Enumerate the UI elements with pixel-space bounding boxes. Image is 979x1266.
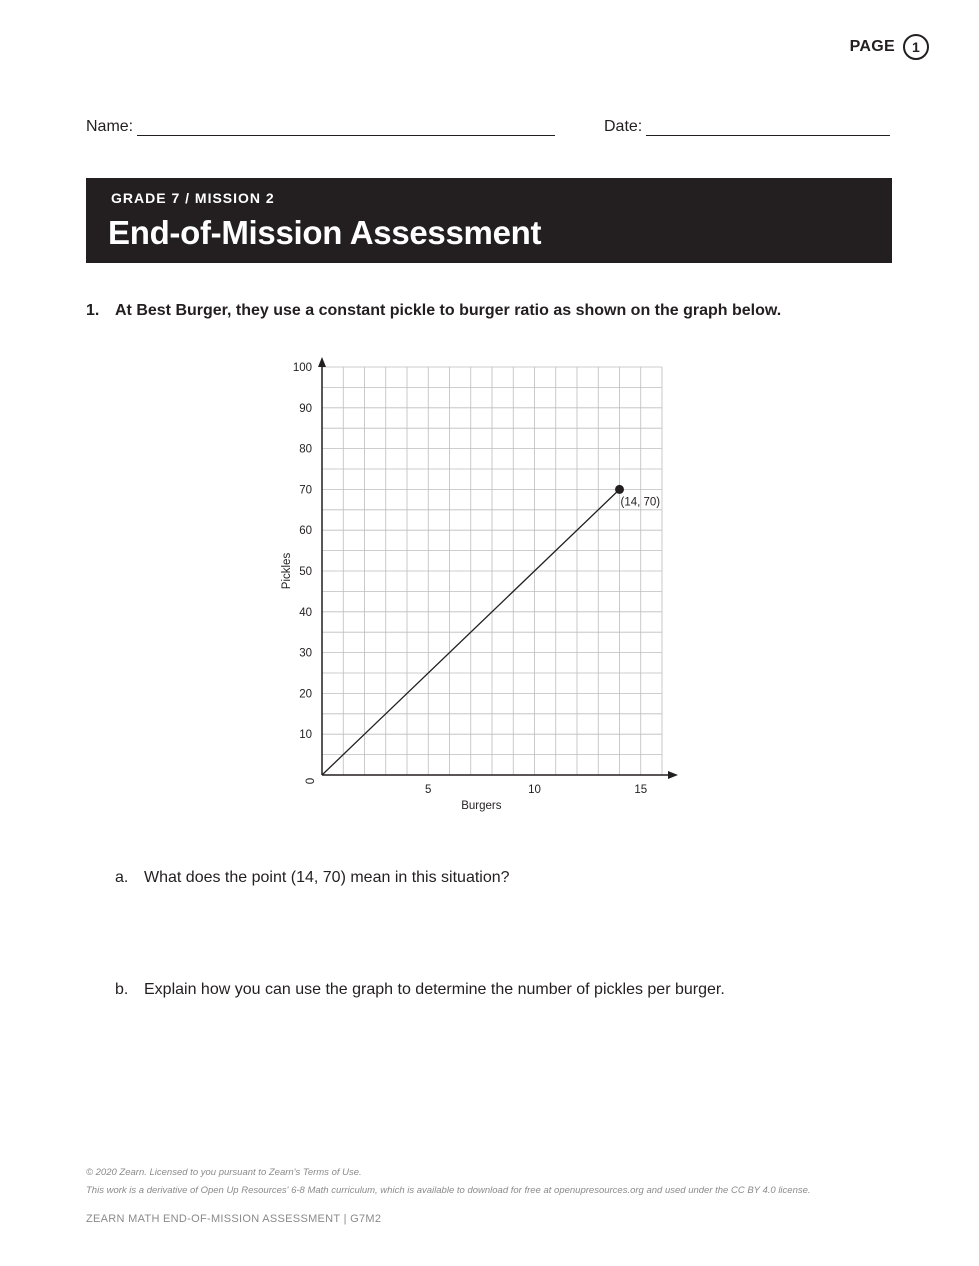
- question-1: [86, 302, 781, 320]
- y-tick-label: 80: [299, 443, 312, 456]
- x-axis-arrow: [668, 771, 678, 779]
- page-indicator: [850, 34, 929, 60]
- y-tick-label: 60: [299, 525, 312, 538]
- name-field: [86, 118, 555, 136]
- footer-document-id: ZEARN MATH END-OF-MISSION ASSESSMENT | G7M2: [86, 1213, 382, 1225]
- y-tick-label: 20: [299, 688, 312, 701]
- sub-question-letter: b.: [115, 981, 129, 998]
- page-label: PAGE: [849, 38, 895, 55]
- banner-title: End-of-Mission Assessment: [108, 214, 542, 251]
- y-tick-label: 10: [299, 729, 312, 742]
- banner-subtitle: GRADE 7 / MISSION 2: [111, 190, 275, 206]
- y-tick-label: 50: [299, 566, 312, 578]
- name-input-line[interactable]: [137, 121, 555, 136]
- y-axis-arrow: [318, 357, 326, 367]
- y-tick-label: 70: [299, 484, 312, 497]
- origin-label: 0: [305, 777, 317, 785]
- sub-question-a: [115, 869, 510, 887]
- footer-legal: [86, 1164, 811, 1200]
- footer-copyright: © 2020 Zearn. Licensed to you pursuant to Zearn's Terms of Use.: [86, 1167, 362, 1178]
- x-axis-label: Burgers: [461, 800, 502, 812]
- sub-question-text: Explain how you can use the graph to determine the number of pickles per burger.: [144, 981, 725, 998]
- assessment-banner: [86, 178, 892, 263]
- x-tick-label: 5: [425, 784, 432, 796]
- x-tick-label: 15: [634, 784, 648, 796]
- y-tick-label: 30: [299, 647, 312, 660]
- question-text: At Best Burger, they use a constant pickle to burger ratio as shown on the graph below.: [115, 302, 782, 319]
- x-tick-label: 10: [528, 784, 541, 796]
- chart-svg: [270, 355, 680, 825]
- name-label: Name:: [86, 118, 134, 135]
- y-tick-label: 100: [292, 362, 312, 374]
- date-label: Date:: [604, 118, 643, 135]
- footer-license: This work is a derivative of Open Up Resources' 6-8 Math curriculum, which is available to download for free at openupresources.org and used under the CC BY 4.0 license.: [86, 1185, 811, 1196]
- y-axis-label: Pickles: [281, 552, 293, 590]
- y-tick-label: 40: [299, 606, 312, 619]
- sub-question-text: What does the point (14, 70) mean in this situation?: [144, 869, 510, 886]
- y-tick-label: 90: [299, 402, 312, 415]
- data-point-label: (14, 70): [620, 496, 661, 509]
- date-field: [604, 118, 890, 136]
- sub-question-b: [115, 981, 725, 999]
- page-number-badge: 1: [903, 34, 929, 60]
- sub-question-letter: a.: [115, 869, 129, 886]
- date-input-line[interactable]: [646, 121, 890, 136]
- question-number: 1.: [86, 302, 100, 319]
- pickles-burgers-chart: [270, 355, 680, 830]
- data-point: [615, 485, 624, 494]
